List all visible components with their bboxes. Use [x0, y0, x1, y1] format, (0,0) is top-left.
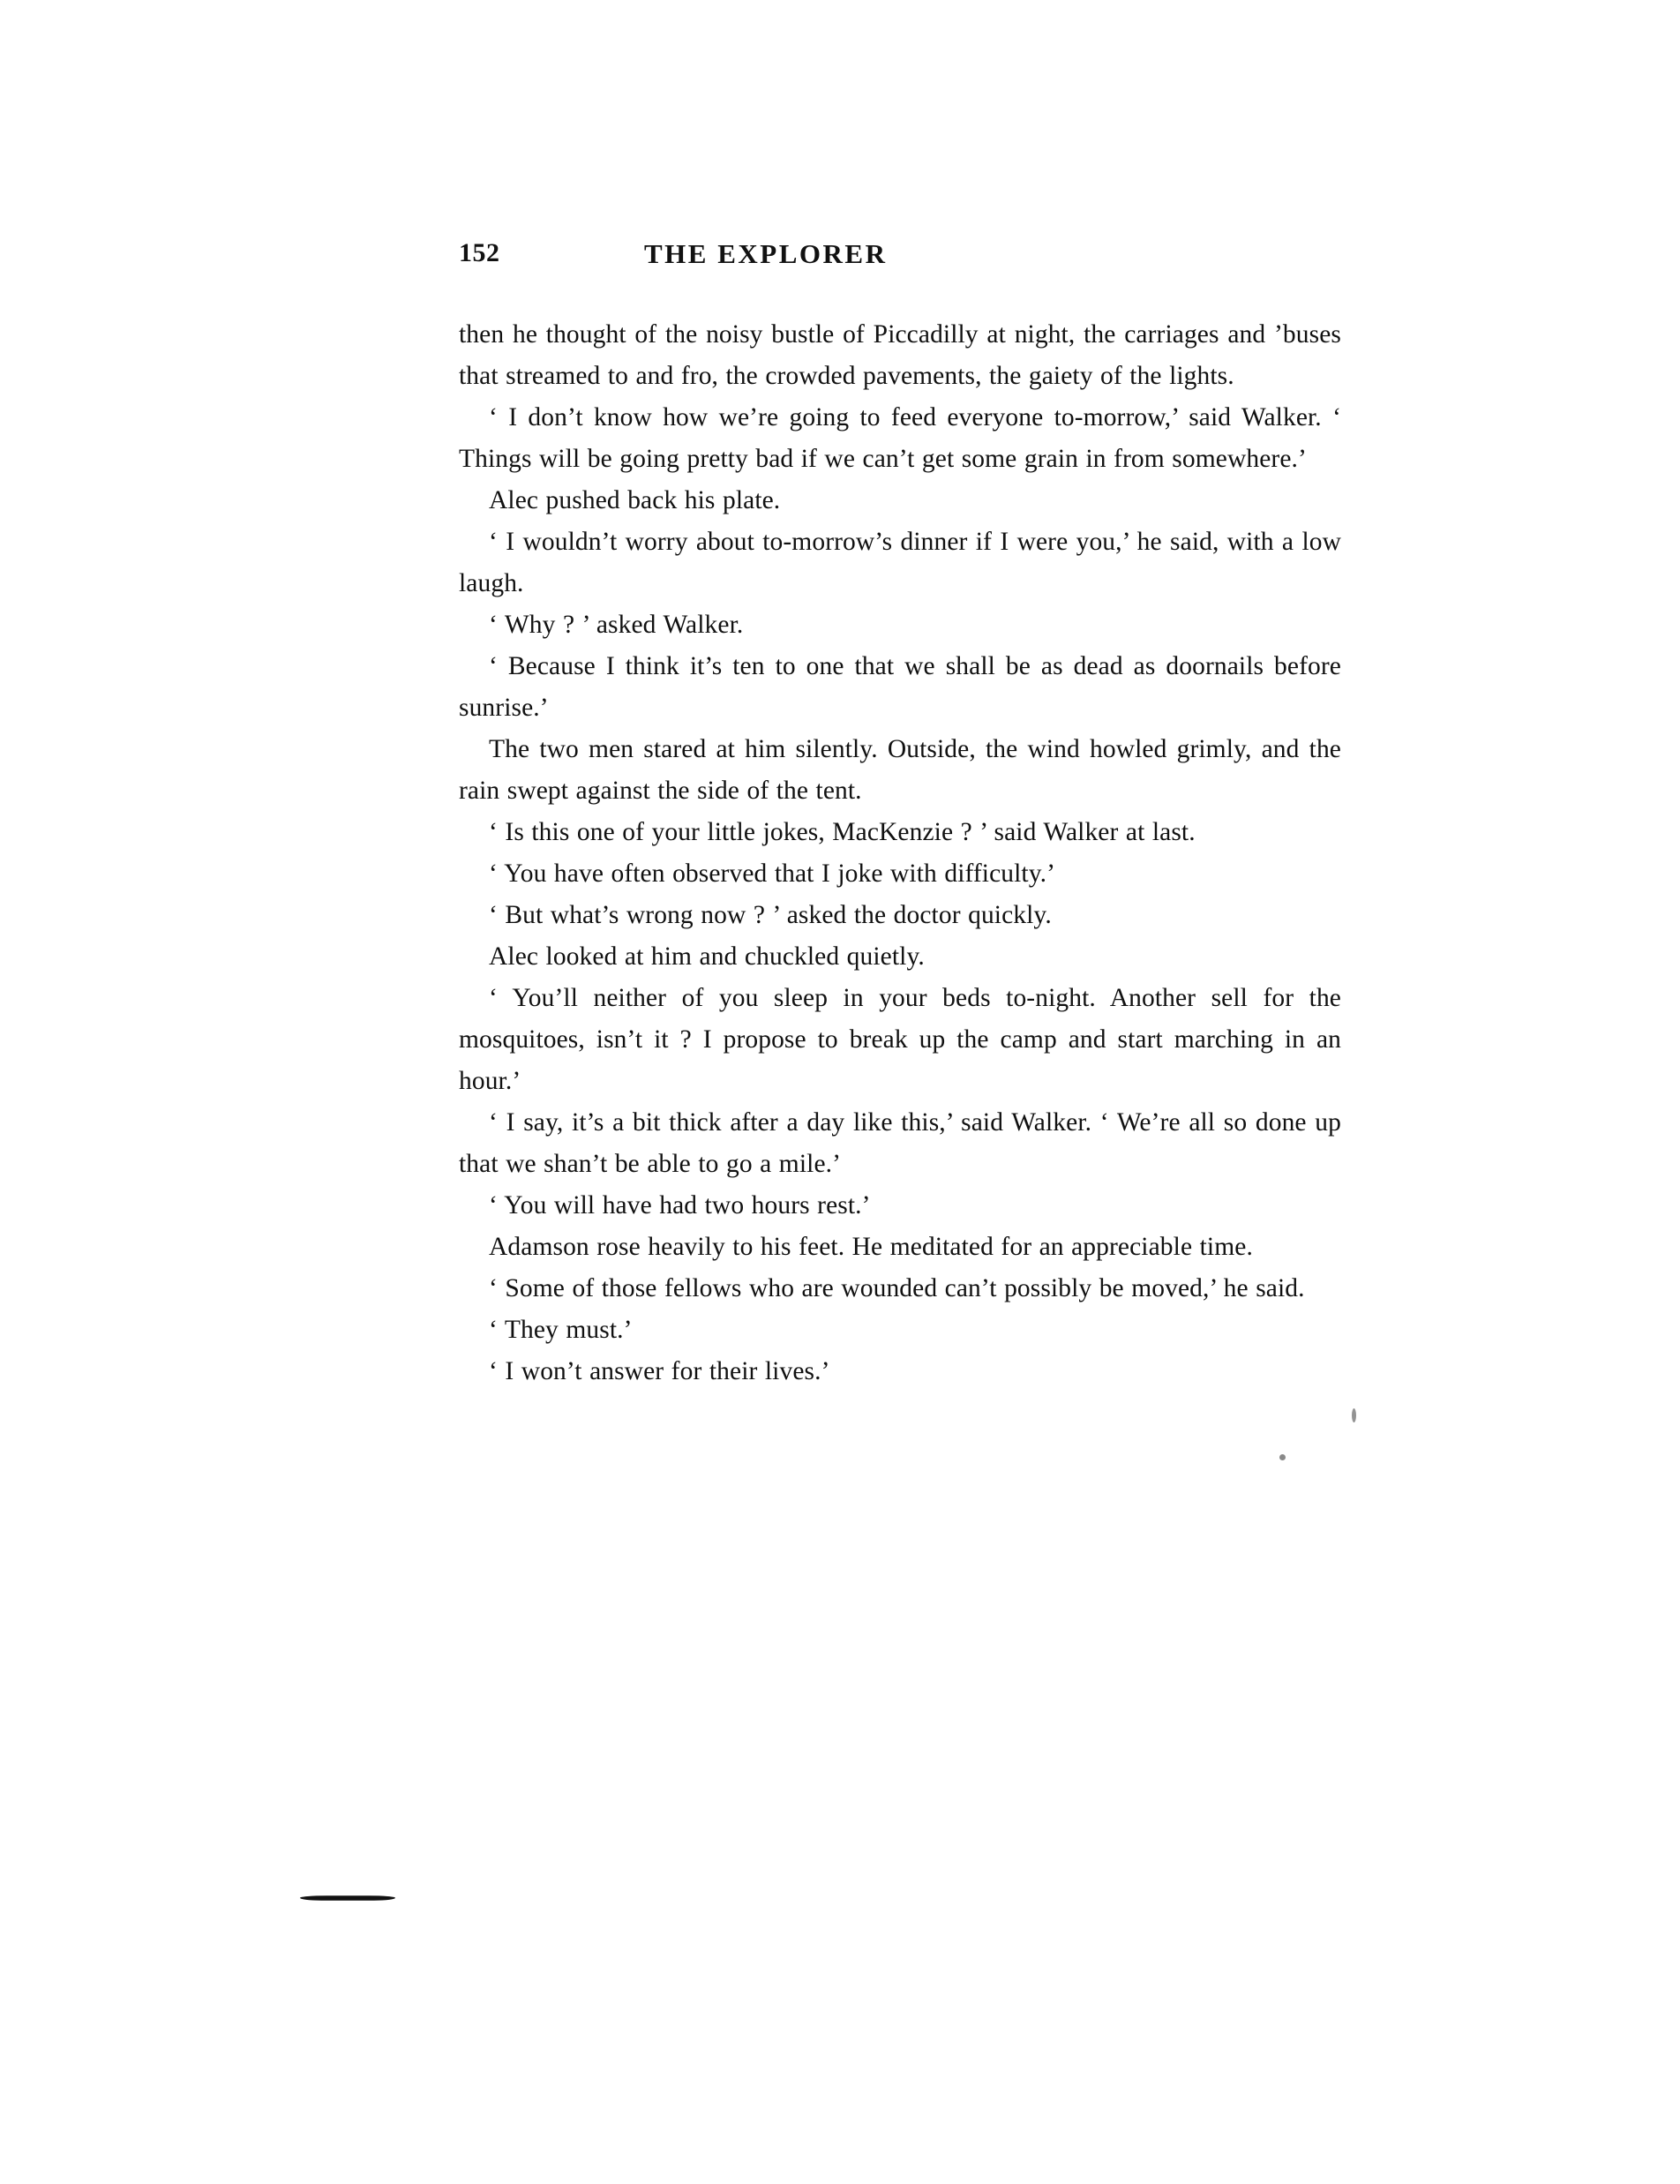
paragraph: ‘ I wouldn’t worry about to-morrow’s dinner if I were you,’ he said, with a low laugh. [459, 528, 1341, 597]
page-speck [1352, 1408, 1356, 1422]
paragraph: ‘ Some of those fellows who are wounded can’t possibly be moved,’ he said. [489, 1274, 1305, 1302]
paragraph: The two men stared at him silently. Outside, the wind howled grimly, and the rain swept against the side of the tent. [459, 735, 1341, 805]
running-title: THE EXPLORER [644, 238, 888, 269]
paragraph: ‘ Is this one of your little jokes, MacKenzie ? ’ said Walker at last. [489, 818, 1196, 846]
paragraph: ‘ You have often observed that I joke with difficulty.’ [489, 859, 1056, 888]
paragraph: then he thought of the noisy bustle of Piccadilly at night, the carriages and ’buses that streamed to and fro, the crowded pavements, the gaiety of the lights. [459, 320, 1341, 390]
paragraph: ‘ Because I think it’s ten to one that we shall be as dead as doornails before sunrise.’ [459, 652, 1341, 722]
paragraph: ‘ But what’s wrong now ? ’ asked the doctor quickly. [489, 901, 1052, 929]
paragraph: Adamson rose heavily to his feet. He meditated for an appreciable time. [489, 1233, 1253, 1261]
body-text [459, 314, 1341, 1392]
paragraph: ‘ I won’t answer for their lives.’ [489, 1357, 830, 1385]
page-header [459, 238, 1341, 291]
paragraph: ‘ They must.’ [489, 1316, 633, 1344]
page-speck [1279, 1454, 1286, 1460]
text-block [459, 238, 1341, 1392]
page-number: 152 [459, 238, 500, 267]
tailpiece-ornament [300, 1894, 395, 1903]
paragraph: Alec pushed back his plate. [489, 486, 781, 514]
paragraph: ‘ Why ? ’ asked Walker. [489, 611, 744, 639]
paragraph: ‘ I say, it’s a bit thick after a day like this,’ said Walker. ‘ We’re all so done up that we shan’t be able to go a mile.’ [459, 1108, 1341, 1178]
paragraph: ‘ You’ll neither of you sleep in your beds to-night. Another sell for the mosquitoes, isn’t it ? I propose to break up the camp and start marching in an hour.’ [459, 984, 1341, 1095]
paragraph: ‘ I don’t know how we’re going to feed everyone to-morrow,’ said Walker. ‘ Things will be going pretty bad if we can’t get some grain in from somewhere.’ [459, 403, 1341, 473]
paragraph: Alec looked at him and chuckled quietly. [489, 942, 925, 971]
paragraph: ‘ You will have had two hours rest.’ [489, 1191, 871, 1220]
tailpiece-shape [300, 1895, 395, 1901]
